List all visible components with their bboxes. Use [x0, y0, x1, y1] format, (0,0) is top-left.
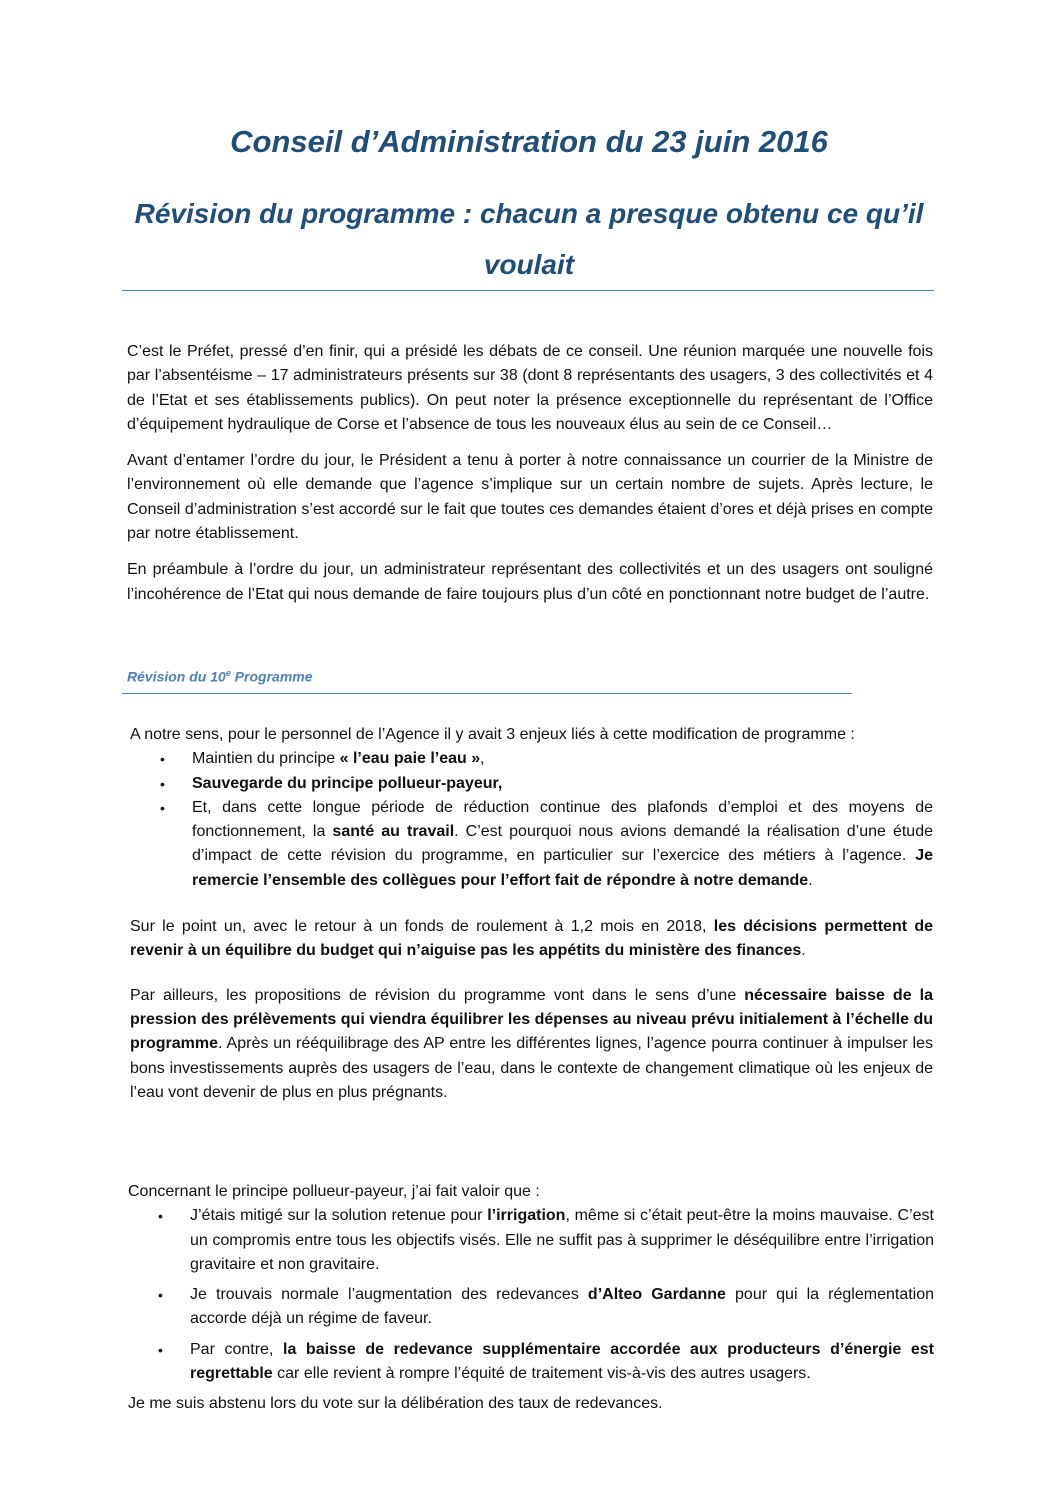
proposals-post: . Après un rééquilibrage des AP entre les différentes lignes, l’agence pourra continuer à impulser les bons investissements auprès des usagers de l’eau, dans le contexte de changement climatique où les enjeux de l’eau vont devenir de plus en plus prégnants. — [130, 1035, 933, 1101]
stake-3-mid: . C’est pourquoi nous avions demandé la réalisation d’une étude d’impact de cette révision du programme, en particulier sur l’exercice des métiers à l’agence. — [192, 823, 934, 865]
bullet-icon: • — [158, 1208, 163, 1225]
stakes-list — [130, 747, 933, 893]
stake-2-bold: Sauvegarde du principe pollueur-payeur, — [192, 774, 503, 792]
bullet-icon: • — [160, 751, 165, 768]
stake-3-text: Et, dans cette longue période de réduction continue des plafonds d’emploi et des moyens de fonctionnement, la — [192, 798, 933, 841]
bullet-icon: • — [160, 799, 165, 816]
proposals-bold: nécessaire baisse de la pression des prélèvements qui viendra équilibrer les dépenses au niveau prévu initialement à l’échelle du programme — [130, 986, 933, 1053]
list-item — [128, 1283, 934, 1332]
stakes-intro: A notre sens, pour le personnel de l’Agence il y avait 3 enjeux liés à cette modification de programme : — [130, 726, 855, 743]
stake-3-post: . — [808, 871, 813, 889]
section-divider — [122, 693, 852, 694]
intro-section — [127, 340, 933, 619]
intro-paragraph-2: Avant d’entamer l’ordre du jour, le Président a tenu à porter à notre connaissance un courrier de la Ministre de l’environnement où elle demande que l’agence s’implique sur un certain nombre de sujets. Après lecture, le Conseil d’administration s’est accordé sur le fait que toutes ces demandes étaient d’ores et déjà prises en compte par notre établissement. — [127, 452, 933, 543]
polluter-2-text: Je trouvais normale l’augmentation des redevances — [190, 1286, 588, 1304]
polluter-3-text: Par contre, — [190, 1340, 283, 1358]
polluter-intro: Concernant le principe pollueur-payeur, j’ai fait valoir que : — [128, 1183, 540, 1200]
list-item — [130, 796, 933, 893]
section-heading — [127, 663, 313, 687]
stakes-section — [130, 723, 933, 1105]
polluter-2-post: pour qui la réglementation accorde déjà un régime de faveur. — [190, 1286, 935, 1328]
point-one-bold: les décisions permettent de revenir à un équilibre du budget qui n’aiguise pas les appétits du ministère des finances — [130, 918, 934, 960]
section-heading-post: Programme — [230, 668, 313, 685]
intro-paragraph-3: En préambule à l’ordre du jour, un administrateur représentant des collectivités et un des usagers ont souligné l’incohérence de l’Etat qui nous demande de faire toujours plus d’un côté en ponctionnant notre budget de l’autre. — [127, 561, 933, 603]
polluter-1-bold: l’irrigation — [487, 1207, 566, 1225]
point-one-paragraph — [130, 915, 933, 964]
polluter-2-bold: d’Alteo Gardanne — [587, 1286, 726, 1304]
polluter-1-post: , même si c’était peut-être la moins mauvaise. C’est un compromis entre tous les objectifs visés. Elle ne suffit pas à supprimer le déséquilibre entre l’irrigation gravitaire et non gravitaire. — [190, 1207, 935, 1273]
proposals-text: Par ailleurs, les propositions de révision du programme vont dans le sens d’une — [130, 986, 745, 1004]
bullet-icon: • — [158, 1287, 163, 1304]
stake-3-bold-2: Je remercie l’ensemble des collègues pour l’effort fait de répondre à notre demande — [192, 847, 933, 889]
title-divider — [122, 290, 934, 291]
list-item — [130, 747, 933, 771]
list-item — [130, 772, 933, 796]
stake-3-bold-1: santé au travail — [332, 823, 455, 841]
polluter-3-post: car elle revient à rompre l’équité de traitement vis-à-vis des autres usagers. — [272, 1365, 811, 1383]
polluter-3-bold: la baisse de redevance supplémentaire accordée aux producteurs d’énergie est regrettable — [190, 1340, 934, 1383]
stake-1-post: , — [480, 750, 485, 768]
point-one-post: . — [801, 942, 806, 960]
spacer — [130, 893, 933, 915]
stake-1-text: Maintien du principe — [192, 750, 340, 768]
polluter-list — [128, 1204, 934, 1386]
bullet-icon: • — [158, 1341, 163, 1358]
section-heading-pre: Révision du 10 — [127, 668, 226, 685]
polluter-1-text: J’étais mitigé sur la solution retenue pour — [190, 1207, 488, 1225]
page-title: Conseil d’Administration du 23 juin 2016 — [230, 124, 828, 159]
polluter-payer-section — [128, 1180, 934, 1417]
intro-paragraph-1: C’est le Préfet, pressé d’en finir, qui a présidé les débats de ce conseil. Une réunion marquée une nouvelle fois par l’absentéisme – 17 administrateurs présents sur 38 (dont 8 représentants des usagers, 3 des collectivités et 4 de l’Etat et ses établissements publics). On peut noter la présence exceptionnelle du représentant de l’Office d’équipement hydraulique de Corse et l’absence de tous les nouveaux élus au sein de ce Conseil… — [127, 343, 933, 433]
closing-statement: Je me suis abstenu lors du vote sur la délibération des taux de redevances. — [128, 1395, 663, 1413]
page-subtitle: Révision du programme : chacun a presque obtenu ce qu’il voulait — [134, 198, 924, 280]
point-one-text: Sur le point un, avec le retour à un fonds de roulement à 1,2 mois en 2018, — [130, 918, 714, 936]
list-item — [128, 1338, 934, 1387]
section-heading-sup: e — [225, 668, 231, 678]
list-item — [128, 1204, 934, 1277]
proposals-paragraph — [130, 984, 933, 1105]
spacer — [130, 964, 933, 984]
bullet-icon: • — [160, 775, 165, 792]
stake-1-bold: « l’eau paie l’eau » — [339, 750, 481, 768]
